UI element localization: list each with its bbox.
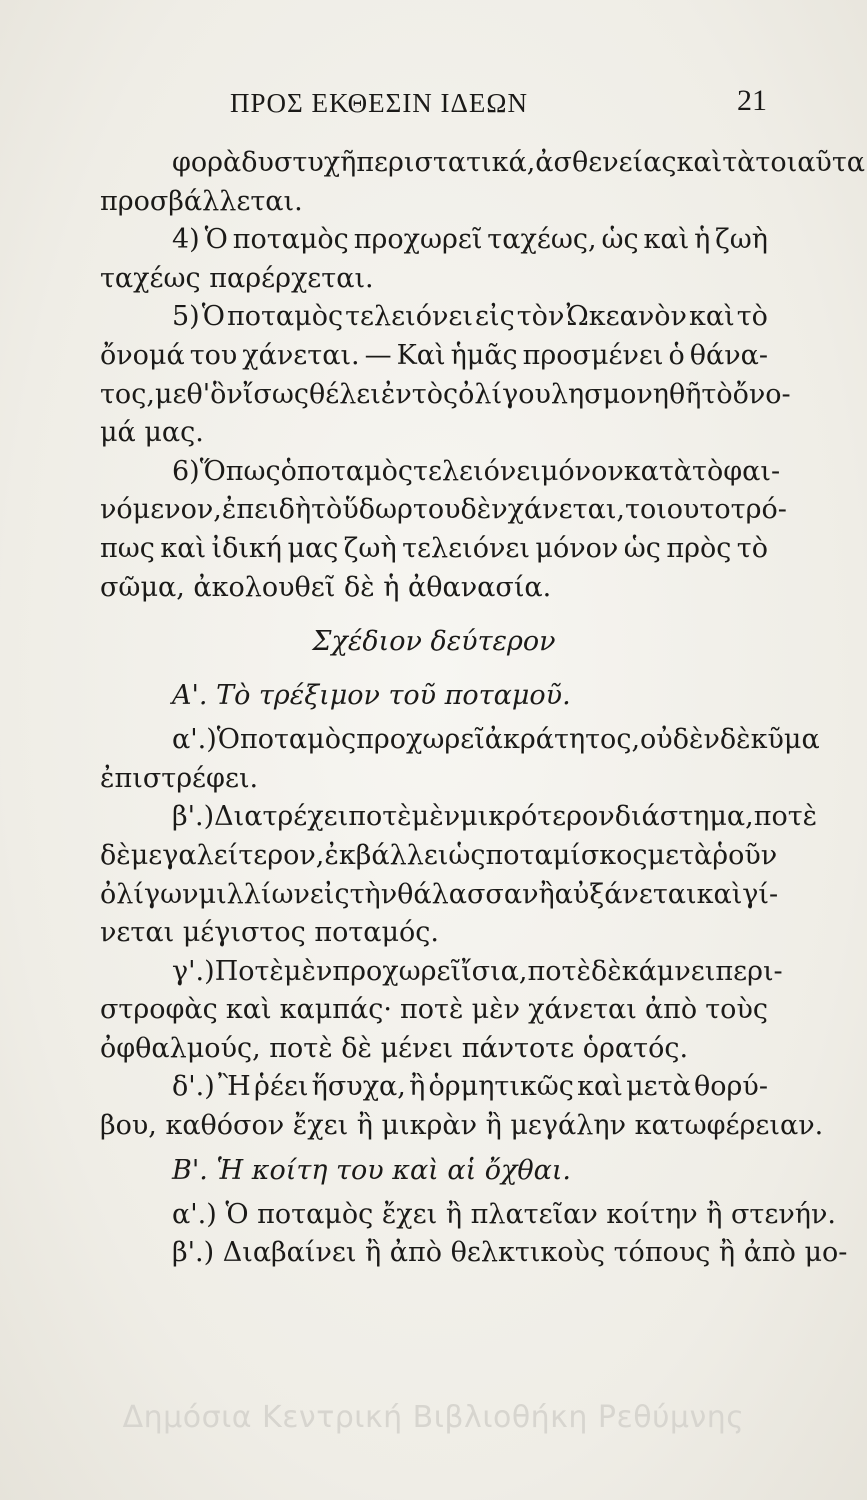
text-line: φορὰ δυστυχῆ περιστατικά, ἀσθενείας καὶ τὰ τοιαῦτα: [172, 147, 866, 178]
paragraph: [100, 1196, 836, 1235]
subsection-heading-b: Β'. Ἡ κοίτη του καὶ αἱ ὄχθαι.: [172, 1154, 572, 1186]
text-line: 5) Ὁ ποταμὸς τελειόνει εἰς τὸν Ὠκεανὸν καὶ τὸ: [172, 301, 768, 333]
text-line: προσβάλλεται.: [100, 185, 303, 217]
text-line: ταχέως παρέρχεται.: [100, 262, 374, 294]
text-line: μά μας.: [100, 417, 204, 449]
body-text: [100, 144, 866, 1273]
paragraph: [100, 721, 820, 798]
text-line: α'.) Ὁ ποταμὸς προχωρεῖ ἀκράτητος, οὐδὲν δὲ κῦμα: [172, 724, 820, 756]
text-line: δὲ μεγαλείτερον, ἐκβάλλει ὡς ποταμίσκος μετὰ ῥοῦν: [100, 839, 778, 871]
text-line: νεται μέγιστος ποταμός.: [100, 917, 440, 949]
text-line: βου, καθόσον ἔχει ἢ μικρὰν ἢ μεγάλην κατωφέρειαν.: [100, 1110, 824, 1142]
section-title: Σχέδιον δεύτερον: [312, 626, 556, 658]
text-line: ἐπιστρέφει.: [100, 762, 259, 794]
text-line: β'.) Διατρέχει ποτὲ μὲν μικρότερον διάστημα, ποτὲ: [172, 801, 818, 833]
text-line: ὀφθαλμούς, ποτὲ δὲ μένει πάντοτε ὁρατός.: [100, 1032, 689, 1064]
page-header: [230, 84, 767, 128]
running-title: ΠΡΟΣ ΕΚΘΕΣΙΝ ΙΔΕΩΝ: [230, 88, 528, 118]
paragraph-list: [100, 144, 866, 607]
text-line: τος, μεθ' ὃν ἴσως θέλει ἐντὸς ὀλίγου λησμονηθῆ τὸ ὄνο-: [100, 378, 791, 410]
subsection-heading-a: Α'. Τὸ τρέξιμον τοῦ ποταμοῦ.: [172, 680, 571, 712]
library-watermark: Δημόσια Κεντρική Βιβλιοθήκη Ρεθύμνης: [122, 1400, 745, 1435]
paragraph: [100, 1234, 848, 1273]
paragraph: [100, 1068, 824, 1145]
paragraph: [100, 453, 787, 607]
text-line: ὄνομά του χάνεται. — Καὶ ἡμᾶς προσμένει ὁ θάνα-: [100, 339, 768, 371]
page-number: 21: [737, 84, 767, 117]
paragraph: [100, 798, 818, 952]
paragraph-list-a: [100, 721, 824, 1146]
paragraph: [100, 144, 866, 221]
text-line: β'.) Διαβαίνει ἢ ἀπὸ θελκτικοὺς τόπους ἢ ἀπὸ μο-: [172, 1237, 848, 1269]
text-line: 4) Ὁ ποταμὸς προχωρεῖ ταχέως, ὡς καὶ ἡ ζωὴ: [172, 224, 768, 256]
paragraph: [100, 298, 791, 452]
text-line: στροφὰς καὶ καμπάς· ποτὲ μὲν χάνεται ἀπὸ τοὺς: [100, 994, 768, 1026]
text-line: ὀλίγων μιλλίων εἰς τὴν θάλασσαν ἢ αὐξάνεται καὶ γί-: [100, 878, 779, 910]
text-line: γ'.) Ποτὲ μὲν προχωρεῖ ἴσια, ποτὲ δὲ κάμνει περι-: [172, 955, 783, 987]
paragraph: [100, 953, 783, 1069]
paragraph-list-b: [100, 1196, 848, 1273]
text-line: 6) Ὅπως ὁ ποταμὸς τελειόνει μόνον κατὰ τὸ φαι-: [172, 455, 781, 487]
text-line: πως καὶ ἰδική μας ζωὴ τελειόνει μόνον ὡς πρὸς τὸ: [100, 532, 768, 564]
paragraph: [100, 221, 768, 298]
text-line: νόμενον, ἐπειδὴ τὸ ὕδωρ του δὲν χάνεται, τοιουτοτρό-: [100, 494, 787, 526]
text-line: δ'.) Ἢ ῥέει ἥσυχα, ἢ ὁρμητικῶς καὶ μετὰ θορύ-: [172, 1071, 768, 1103]
text-line: α'.) Ὁ ποταμὸς ἔχει ἢ πλατεῖαν κοίτην ἢ στενήν.: [172, 1198, 836, 1230]
text-line: σῶμα, ἀκολουθεῖ δὲ ἡ ἀθανασία.: [100, 571, 552, 603]
